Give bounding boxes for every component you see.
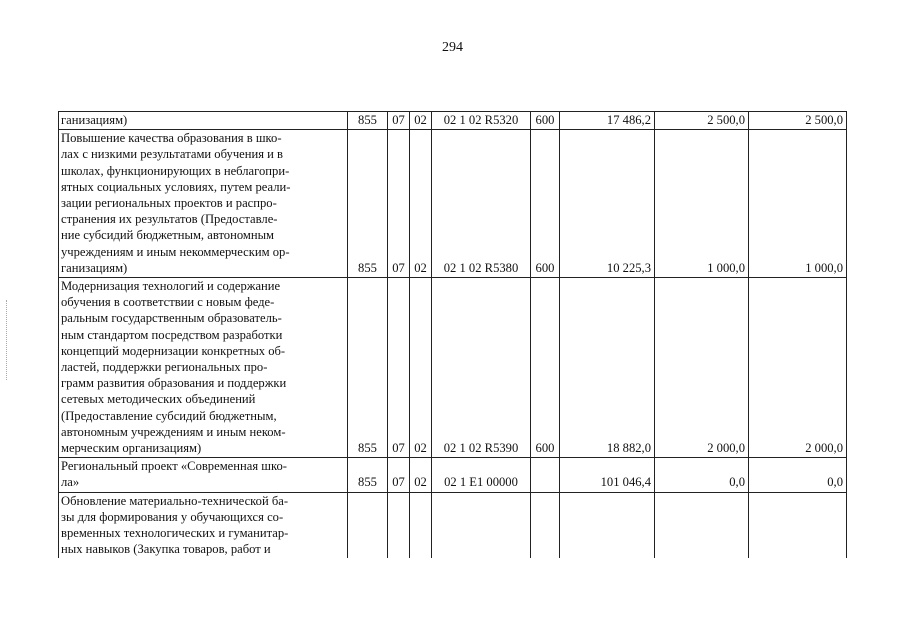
expense-name-cell xyxy=(59,278,348,458)
expense-name-line: временных технологических и гуманитар- xyxy=(61,526,289,541)
expense-name-line: лах с низкими результатами обучения и в xyxy=(61,147,283,162)
amount-year-2-cell: 0,0 xyxy=(655,458,749,492)
expense-name-line: Обновление материально-технической ба- xyxy=(61,493,289,508)
expense-name-line: грамм развития образования и поддержки xyxy=(61,376,287,391)
expense-type-cell xyxy=(531,458,560,492)
ministry-code-cell: 855 xyxy=(348,112,388,130)
amount-year-3-cell xyxy=(749,492,847,558)
subsection-code-cell: 02 xyxy=(410,130,432,278)
expense-name-line: ным стандартом посредством разработки xyxy=(61,327,283,342)
expense-name-line: Региональный проект «Современная шко- xyxy=(61,459,287,474)
expense-name-line: зы для формирования у обучающихся со- xyxy=(61,509,284,524)
ministry-code-cell: 855 xyxy=(348,278,388,458)
expense-name-line: ятных социальных условиях, путем реали- xyxy=(61,179,291,194)
expense-name-line: сетевых методических объединений xyxy=(61,392,256,407)
amount-year-3-cell: 1 000,0 xyxy=(749,130,847,278)
table-row xyxy=(59,492,847,558)
subsection-code-cell xyxy=(410,492,432,558)
expense-name-line: школах, функционирующих в неблагопри- xyxy=(61,163,290,178)
table-row xyxy=(59,458,847,492)
expense-name-line: концепций модернизации конкретных об- xyxy=(61,343,286,358)
expense-type-cell: 600 xyxy=(531,112,560,130)
expense-name-line: ных навыков (Закупка товаров, работ и xyxy=(61,542,271,557)
expense-name-line: ральным государственным образователь- xyxy=(61,311,282,326)
amount-year-1-cell: 18 882,0 xyxy=(560,278,655,458)
section-code-cell: 07 xyxy=(388,112,410,130)
expense-name-line: ганизациям) xyxy=(61,260,128,275)
budget-table-body xyxy=(59,112,847,559)
subsection-code-cell: 02 xyxy=(410,112,432,130)
expense-name-line: зации региональных проектов и распро- xyxy=(61,196,277,211)
amount-year-2-cell xyxy=(655,492,749,558)
expense-name-line: ганизациям) xyxy=(61,113,128,127)
amount-year-1-cell: 10 225,3 xyxy=(560,130,655,278)
expense-type-cell: 600 xyxy=(531,130,560,278)
expense-name-line: ние субсидий бюджетным, автономным xyxy=(61,228,275,243)
expense-name-line: Повышение качества образования в шко- xyxy=(61,131,282,146)
amount-year-3-cell: 2 500,0 xyxy=(749,112,847,130)
expense-type-cell xyxy=(531,492,560,558)
expense-name-line: странения их результатов (Предоставле- xyxy=(61,212,278,227)
expense-name-cell xyxy=(59,458,348,492)
expense-name-line: мерческим организациям) xyxy=(61,441,202,456)
page-number: 294 xyxy=(442,40,463,55)
subsection-code-cell: 02 xyxy=(410,278,432,458)
scan-margin-mark xyxy=(6,300,8,380)
ministry-code-cell xyxy=(348,492,388,558)
expense-name-line: ла» xyxy=(61,475,80,490)
target-article-cell xyxy=(432,492,531,558)
amount-year-3-cell: 2 000,0 xyxy=(749,278,847,458)
expense-name-line: обучения в соответствии с новым феде- xyxy=(61,295,275,310)
amount-year-3-cell: 0,0 xyxy=(749,458,847,492)
amount-year-2-cell: 2 500,0 xyxy=(655,112,749,130)
expense-name-line: (Предоставление субсидий бюджетным, xyxy=(61,408,277,423)
amount-year-1-cell: 17 486,2 xyxy=(560,112,655,130)
expense-name-line: учреждениям и иным некоммерческим ор- xyxy=(61,244,290,259)
section-code-cell: 07 xyxy=(388,458,410,492)
expense-name-line: Модернизация технологий и содержание xyxy=(61,279,281,294)
amount-year-1-cell xyxy=(560,492,655,558)
expense-name-cell xyxy=(59,112,348,130)
table-row xyxy=(59,278,847,458)
section-code-cell: 07 xyxy=(388,278,410,458)
subsection-code-cell: 02 xyxy=(410,458,432,492)
ministry-code-cell: 855 xyxy=(348,458,388,492)
expense-name-line: ластей, поддержки региональных про- xyxy=(61,360,268,375)
amount-year-2-cell: 2 000,0 xyxy=(655,278,749,458)
expense-name-cell xyxy=(59,130,348,278)
target-article-cell: 02 1 02 R5320 xyxy=(432,112,531,130)
target-article-cell: 02 1 02 R5390 xyxy=(432,278,531,458)
table-row xyxy=(59,130,847,278)
budget-table xyxy=(58,111,847,558)
ministry-code-cell: 855 xyxy=(348,130,388,278)
section-code-cell xyxy=(388,492,410,558)
expense-type-cell: 600 xyxy=(531,278,560,458)
expense-name-line: автономным учреждениям и иным неком- xyxy=(61,424,286,439)
amount-year-1-cell: 101 046,4 xyxy=(560,458,655,492)
amount-year-2-cell: 1 000,0 xyxy=(655,130,749,278)
table-row xyxy=(59,112,847,130)
section-code-cell: 07 xyxy=(388,130,410,278)
target-article-cell: 02 1 02 R5380 xyxy=(432,130,531,278)
expense-name-cell xyxy=(59,492,348,558)
target-article-cell: 02 1 E1 00000 xyxy=(432,458,531,492)
